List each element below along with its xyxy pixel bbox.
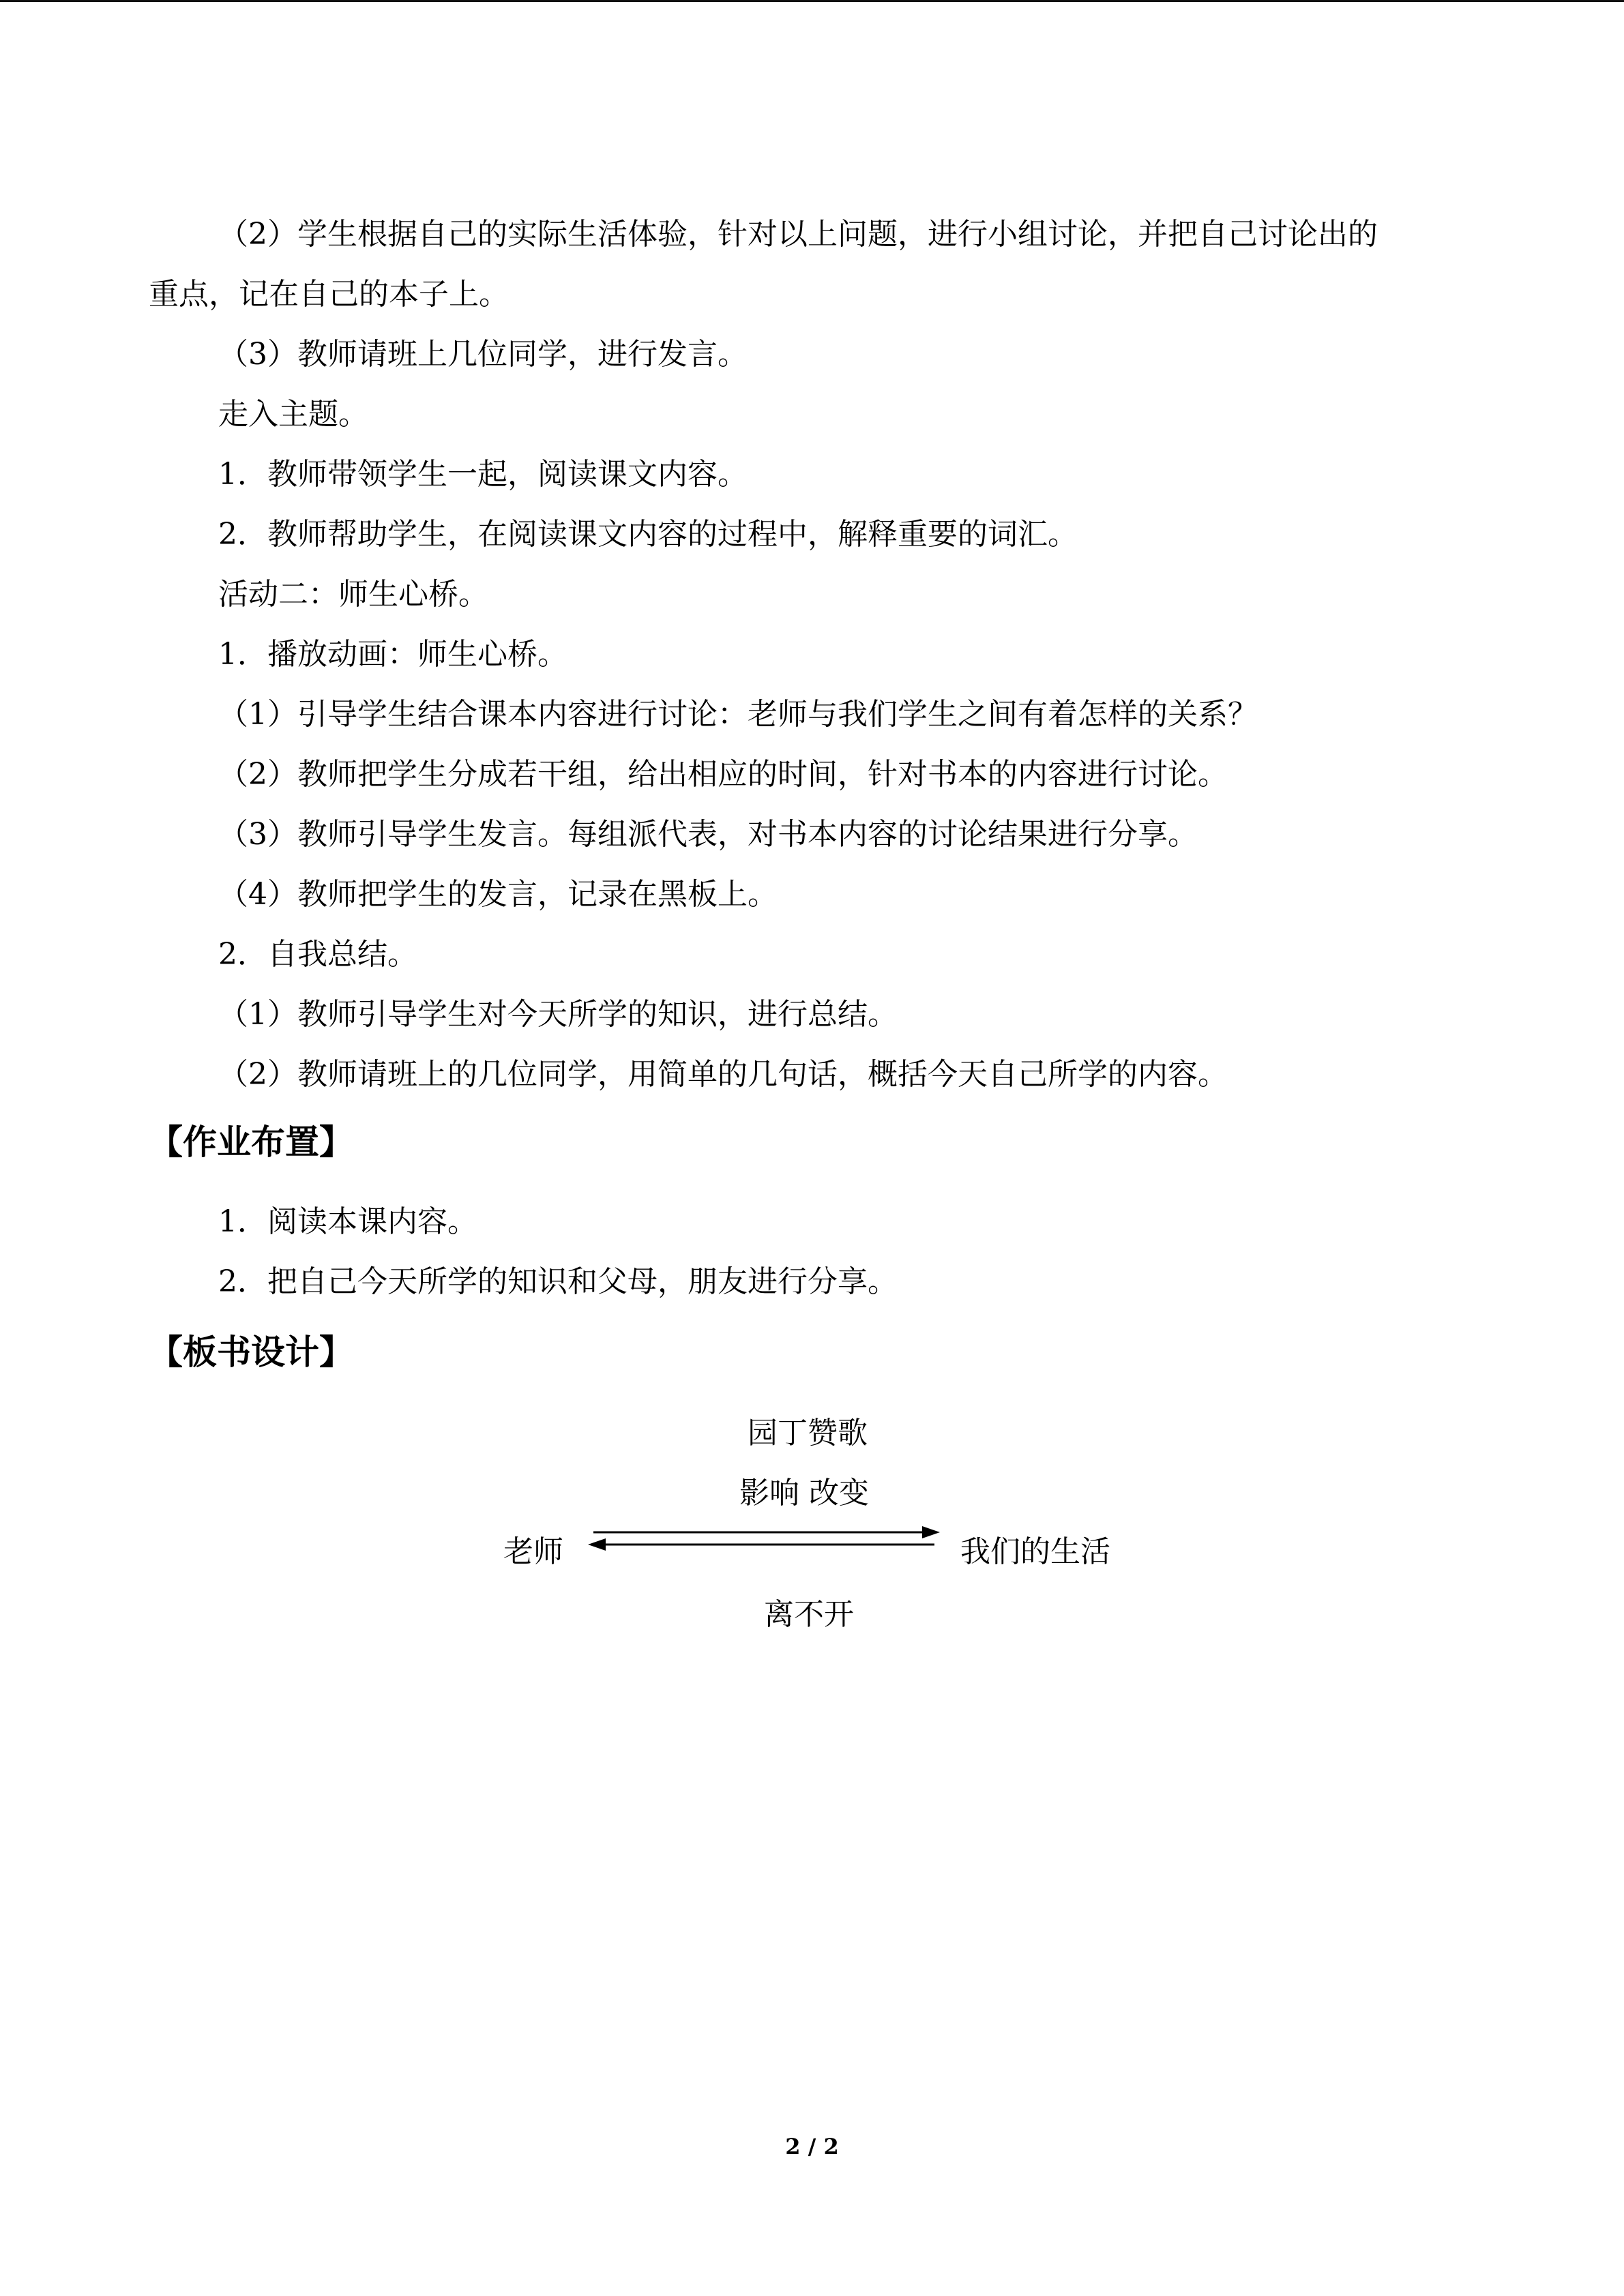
paragraph: （2）教师把学生分成若干组，给出相应的时间，针对书本的内容进行讨论。 [218,757,1228,792]
paragraph: 活动二：师生心桥。 [218,577,488,612]
arrow-bottom-label: 离不开 [764,1597,854,1632]
paragraph: （2）教师请班上的几位同学，用简单的几句话，概括今天自己所学的内容。 [218,1057,1228,1092]
paragraph: （4）教师把学生的发言，记录在黑板上。 [218,877,778,912]
paragraph: 走入主题。 [218,397,368,432]
double-arrow-icon [587,1525,941,1552]
homework-item: 1．阅读本课内容。 [218,1204,477,1239]
paragraph: 2．自我总结。 [218,937,417,972]
board-title: 园丁赞歌 [748,1416,868,1450]
paragraph: （2）学生根据自己的实际生活体验，针对以上问题，进行小组讨论，并把自己讨论出的 [218,217,1378,252]
paragraph: （1）教师引导学生对今天所学的知识，进行总结。 [218,997,898,1032]
paragraph: 1．播放动画：师生心桥。 [218,637,567,672]
top-border [0,0,1624,2]
homework-heading: 【作业布置】 [149,1122,353,1162]
paragraph: （3）教师引导学生发言。每组派代表，对书本内容的讨论结果进行分享。 [218,817,1198,852]
arrow-top-label: 影响 改变 [739,1476,869,1510]
paragraph: 2．教师帮助学生，在阅读课文内容的过程中，解释重要的词汇。 [218,517,1078,552]
paragraph: 1．教师带领学生一起，阅读课文内容。 [218,457,748,492]
homework-item: 2．把自己今天所学的知识和父母，朋友进行分享。 [218,1264,898,1299]
page-number: 2 / 2 [785,2134,839,2160]
board-left-label: 老师 [503,1534,563,1569]
paragraph: （1）引导学生结合课本内容进行讨论：老师与我们学生之间有着怎样的关系？ [218,697,1258,732]
board-heading: 【板书设计】 [149,1332,353,1372]
paragraph: 重点，记在自己的本子上。 [149,277,509,312]
board-right-label: 我们的生活 [960,1534,1110,1569]
paragraph: （3）教师请班上几位同学，进行发言。 [218,337,748,372]
